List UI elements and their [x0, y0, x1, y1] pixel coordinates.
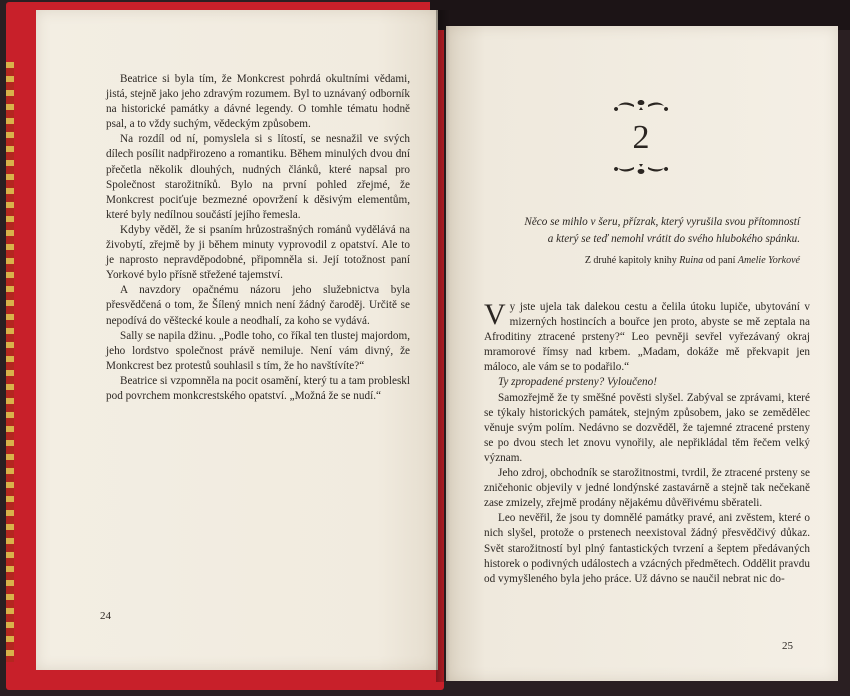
page-number-right: 25 [782, 640, 793, 652]
left-page-text [106, 72, 410, 404]
paragraph: Beatrice si vzpomněla na pocit osamění, který tu a tam probleskl pod povrchem monkcrestského opatství. „Možná že se nudí.“ [106, 374, 410, 402]
paragraph: Beatrice si byla tím, že Monkcrest pohrdá okultními vědami, jistá, stejně jako jeho zdravým rozumem. Byl to uznávaný odborník na historické památky a dávné legendy. O tomhle tématu hodně psal, a to vždy suchým, vědeckým způsobem. [106, 73, 410, 131]
epigraph-line: Něco se mihlo v šeru, přízrak, který vyrušila svou přítomností [524, 216, 800, 228]
paragraph: A navzdory opačnému názoru jeho služebnictva byla přesvědčená o tom, že Šílený mnich není žádný čaroděj. Určitě se nepodívá do věštecké koule a neodhalí, za koho se vydává. [106, 284, 410, 327]
paragraph: Samozřejmě že ty směšné pověsti slyšel. Zabýval se zprávami, které se týkaly historických památek, stejným způsobem, jako se zemědělec věnuje svým polím. Nedávno se dozvěděl, že tajemné ztracené prsteny se po dvou stech let znovu vynořily, ale nepřikládal těm řečem velký význam. [484, 391, 810, 464]
flourish-ornament-icon [606, 98, 676, 112]
paragraph: Sally se napila džinu. „Podle toho, co říkal ten tlustej majordom, jeho lordstvo společnost právě nemiluje. Není vám divný, že Monkcrest bez protestů souhlasil s tím, že ho navštívíte?“ [106, 329, 410, 372]
source-author: Amelie Yorkové [737, 255, 800, 266]
left-page [36, 10, 438, 670]
first-paragraph-text: y jste ujela tak dalekou cestu a čelila útoku lupiče, ubytování v mizerných hostincích a bouřce jen proto, abyste se mě zeptala na Afroditiny ztracené prsteny?“ Leo pevněji sevřel vyřezávaný okraj mramorové římsy nad krbem. „Madam, dokáže mě překvapit jen máloco, ale vám se to podařilo.“ [484, 301, 810, 374]
italic-thought: Ty zpropadené prsteny? Vyloučeno! [498, 376, 657, 389]
epigraph-line: a který se teď nemohl vrátit do svého hlubokého spánku. [547, 233, 800, 245]
paragraph: Leo nevěřil, že jsou ty domnělé památky pravé, ani zvěstem, které o nich slyšel, protože o prstenech neexistoval žádný přesvědčivý důkaz. Svět starožitností byl plný fantastických tvrzení a šeptem předávaných historek o podivných událostech a vzácných předmětech. Oddělit pravdu od vymyšleného byla jeho práce. Už dávno se naučil nebrat nic do- [484, 512, 810, 585]
page-number-left: 24 [100, 610, 111, 622]
epigraph-source [470, 254, 800, 268]
paragraph: Kdyby věděl, že si psaním hrůzostrašných románů vydělává na živobytí, zřejmě by ji během minuty vyprovodil z opatství. Ale to je naprosto nepravděpodobné, připomněla si. Její totožnost paní Yorkové bylo přísně střežené tajemství. [106, 223, 410, 282]
first-paragraph [484, 300, 810, 375]
chapter-number: 2 [632, 119, 650, 156]
source-book-title: Ruina [679, 255, 704, 266]
epigraph [470, 214, 800, 248]
right-page [446, 26, 838, 681]
drop-cap: V [484, 298, 506, 331]
source-prefix: Z druhé kapitoly knihy [584, 255, 680, 266]
book-gutter [436, 10, 450, 682]
cover-edge-pattern [6, 62, 14, 662]
paragraph: Jeho zdroj, obchodník se starožitnostmi, tvrdil, že ztracené prsteny se zničehonic objevily v jedné londýnské zastavárně a stejně tak nečekaně zase zmizely, zřejmě prodány nějakému důvěřivému sběrateli. [484, 467, 810, 510]
right-page-text [484, 300, 810, 587]
paragraph: Na rozdíl od ní, pomyslela si s lítostí, se nesnažil ve svých dílech posílit nadpřirozeno a romantiku. Během minulých dvou dní přečetla několik dlouhých, nudných článků, které napsal pro Společnost starožitníků. Bylo na první pohled zřejmé, že Monkcrest pociťuje bezmezné opovržení k děsivým elementům, které byly nedílnou součástí jejího řemesla. [106, 133, 410, 221]
source-middle: od paní [703, 255, 738, 266]
flourish-ornament-icon [606, 162, 676, 176]
